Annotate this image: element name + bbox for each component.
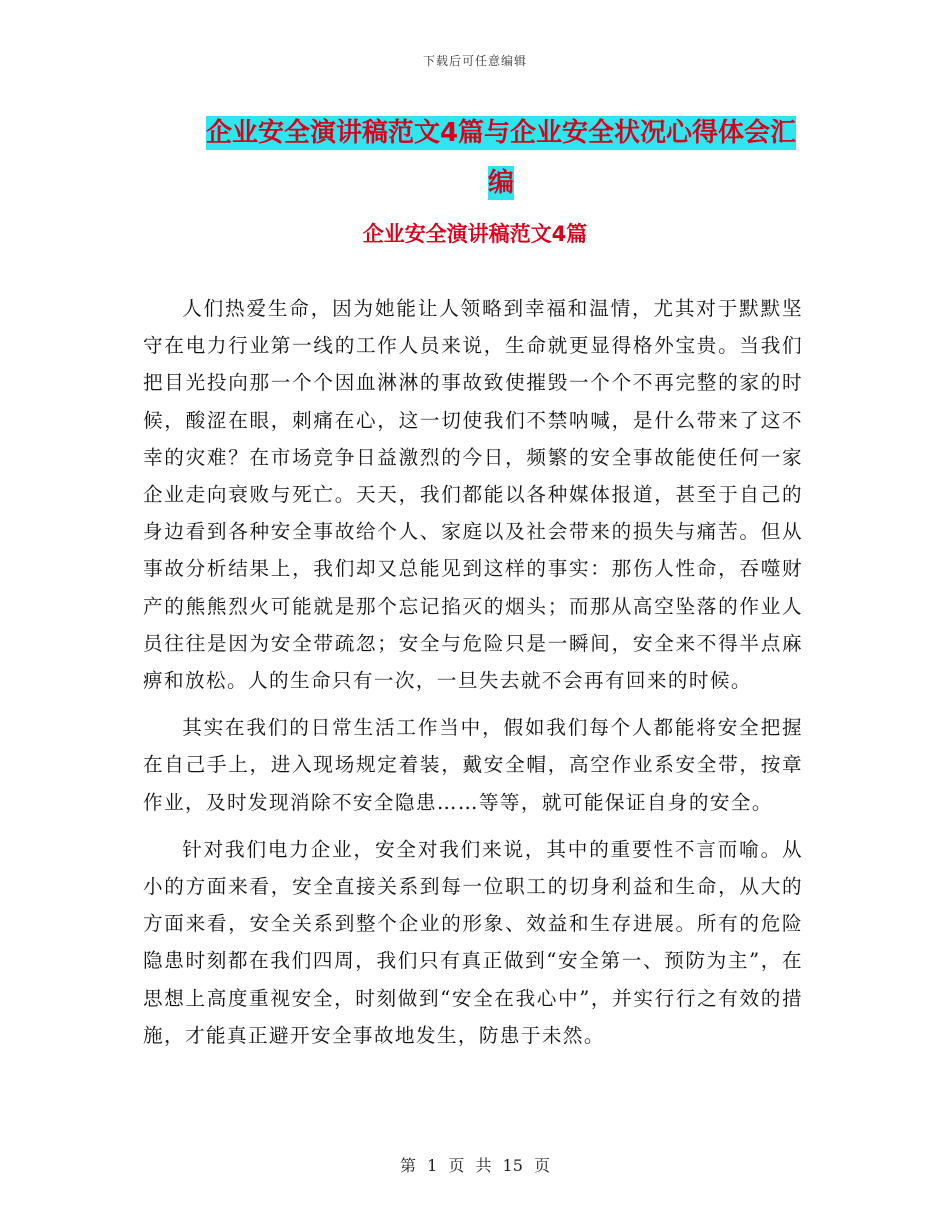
document-title-line-1: 企业安全演讲稿范文4篇与企业安全状况心得体会汇 xyxy=(205,118,797,148)
document-title-line-2: 编 xyxy=(487,168,514,198)
page-header-note: 下载后可任意编辑 xyxy=(422,54,527,68)
paragraph-1: 人们热爱生命，因为她能让人领略到幸福和温情，尤其对于默默坚守在电力行业第一线的工作人员来说，生命就更显得格外宝贵。当我们把目光投向那一个个因血淋淋的事故致使摧毁一个个不再完整的家的时候，酸涩在眼，刺痛在心，这一切使我们不禁呐喊，是什么带来了这不幸的灾难？在市场竞争日益激烈的今日，频繁的安全事故能使任何一家企业走向衰败与死亡。天天，我们都能以各种媒体报道，甚至于自己的身边看到各种安全事故给个人、家庭以及社会带来的损失与痛苦。但从事故分析结果上，我们却又总能见到这样的事实：那伤人性命，吞噬财产的熊熊烈火可能就是那个忘记掐灭的烟头；而那从高空坠落的作业人员往往是因为安全带疏忽；安全与危险只是一瞬间，安全来不得半点麻痹和放松。人的生命只有一次，一旦失去就不会再有回来的时候。 xyxy=(143,297,803,693)
page-number-footer: 第 1 页 共 15 页 xyxy=(400,1156,550,1175)
body-text xyxy=(143,290,803,1064)
paragraph-2: 其实在我们的日常生活工作当中，假如我们每个人都能将安全把握在自己手上，进入现场规定着装，戴安全帽，高空作业系安全带，按章作业，及时发现消除不安全隐患……等等，就可能保证自身的安全。 xyxy=(143,716,803,814)
section-title: 企业安全演讲稿范文4篇 xyxy=(362,222,588,246)
document-title xyxy=(196,108,806,208)
paragraph-3: 针对我们电力企业，安全对我们来说，其中的重要性不言而喻。从小的方面来看，安全直接关系到每一位职工的切身利益和生命，从大的方面来看，安全关系到整个企业的形象、效益和生存进展。所有的危险隐患时刻都在我们四周，我们只有真正做到“安全第一、预防为主”，在思想上高度重视安全，时刻做到“安全在我心中”，并实行行之有效的措施，才能真正避开安全事故地发生，防患于未然。 xyxy=(143,837,803,1047)
